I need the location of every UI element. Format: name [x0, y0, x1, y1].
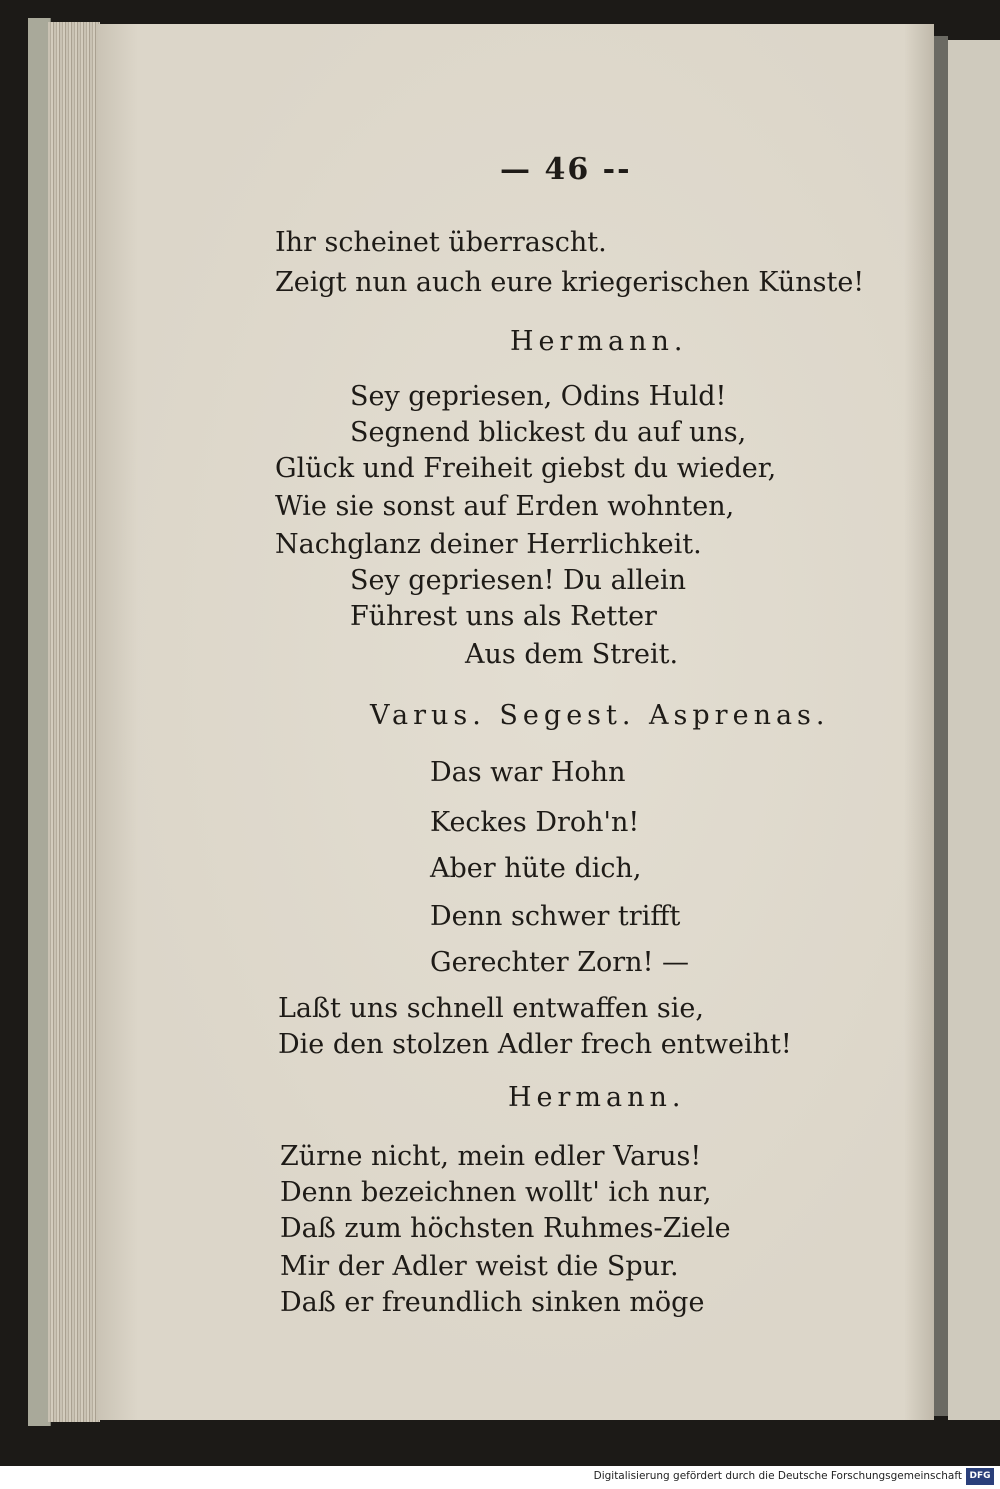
- verse-line: Laßt uns schnell entwaffen sie,: [278, 993, 704, 1024]
- verse-line: Denn schwer trifft: [430, 901, 681, 932]
- verse-line: Die den stolzen Adler frech entweiht!: [278, 1029, 792, 1060]
- verse-line: Segnend blickest du auf uns,: [350, 417, 747, 448]
- speaker-name: Hermann.: [510, 326, 688, 357]
- verse-line: Aber hüte dich,: [430, 853, 642, 884]
- verse-line: Nachglanz deiner Herrlichkeit.: [275, 529, 702, 560]
- speaker-name: Varus. Segest. Asprenas.: [370, 700, 830, 731]
- verse-line: Zürne nicht, mein edler Varus!: [280, 1141, 702, 1172]
- verse-line: Wie sie sonst auf Erden wohnten,: [275, 491, 735, 522]
- speaker-name: Hermann.: [508, 1082, 686, 1113]
- verse-line: Mir der Adler weist die Spur.: [280, 1251, 679, 1282]
- dfg-logo: DFG: [966, 1468, 994, 1485]
- verse-line: Zeigt nun auch eure kriegerischen Künste!: [275, 267, 865, 298]
- verse-line: Daß er freundlich sinken möge: [280, 1287, 705, 1318]
- page-number: — 46 --: [500, 152, 632, 187]
- page-edges: [48, 22, 100, 1422]
- book-gutter-shadow: [934, 36, 948, 1416]
- verse-line: Gerechter Zorn! —: [430, 947, 690, 978]
- verse-line: Ihr scheinet überrascht.: [275, 227, 607, 258]
- adjacent-page: [948, 40, 1000, 1420]
- verse-line: Daß zum höchsten Ruhmes-Ziele: [280, 1213, 731, 1244]
- verse-line: Denn bezeichnen wollt' ich nur,: [280, 1177, 712, 1208]
- verse-line: Das war Hohn: [430, 757, 626, 788]
- verse-line: Glück und Freiheit giebst du wieder,: [275, 453, 777, 484]
- verse-line: Sey gepriesen, Odins Huld!: [350, 381, 727, 412]
- funding-credit: Digitalisierung gefördert durch die Deutsche Forschungsgemeinschaft: [593, 1470, 962, 1482]
- verse-line: Aus dem Streit.: [465, 639, 679, 670]
- verse-line: Führest uns als Retter: [350, 601, 657, 632]
- verse-line: Sey gepriesen! Du allein: [350, 565, 687, 596]
- verse-line: Keckes Droh'n!: [430, 807, 640, 838]
